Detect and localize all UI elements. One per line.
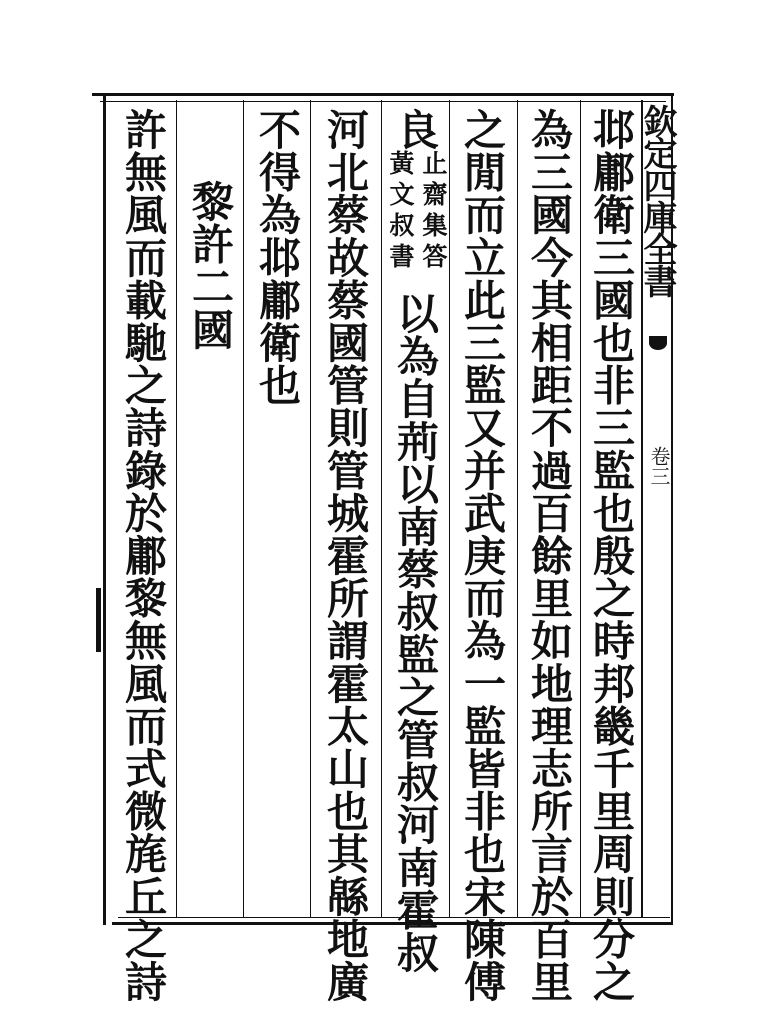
column-rule bbox=[310, 100, 311, 918]
text-column-1: 邶鄘衛三國也非三監也殷之時邦畿千里周則分之 bbox=[587, 108, 636, 1003]
inline-note bbox=[388, 150, 446, 274]
column-rule bbox=[517, 100, 518, 918]
inline-note-left: 黃文叔書 bbox=[386, 150, 415, 274]
text-column-5: 河北蔡故蔡國管則管城霍所謂霍太山也其緜地廣 bbox=[321, 108, 370, 1003]
text-column-3: 之閒而立此三監又并武庚而為一監皆非也宋陳傅 bbox=[458, 108, 507, 1003]
text-column-6: 不得為邶鄘衛也 bbox=[253, 108, 302, 407]
volume-number: 卷三 bbox=[647, 446, 671, 486]
text-column-8: 許無風而載馳之詩錄於鄘黎無風而式微旄丘之詩 bbox=[119, 108, 168, 1003]
book-title: 欽定四庫全書 bbox=[637, 104, 677, 296]
fish-tail-mark bbox=[649, 336, 667, 350]
column-rule bbox=[243, 100, 244, 918]
text-column-4: 以為自荊以南蔡叔監之管叔河南霍叔 bbox=[391, 292, 440, 974]
frame-left-line bbox=[103, 93, 106, 925]
frame-top-inner-line bbox=[100, 101, 666, 102]
column-rule bbox=[580, 100, 581, 918]
binding-mark bbox=[96, 588, 101, 652]
text-column-2: 為三國今其相距不過百餘里如地理志所言於百里 bbox=[525, 108, 574, 1003]
section-heading: 黎許二國 bbox=[186, 180, 235, 351]
column-rule bbox=[176, 100, 177, 918]
text-column-4-head: 良 bbox=[391, 108, 440, 151]
column-rule bbox=[381, 100, 382, 918]
frame-top-line bbox=[92, 93, 674, 96]
column-rule bbox=[449, 100, 450, 918]
inline-note-right: 止齋集答 bbox=[419, 150, 448, 274]
